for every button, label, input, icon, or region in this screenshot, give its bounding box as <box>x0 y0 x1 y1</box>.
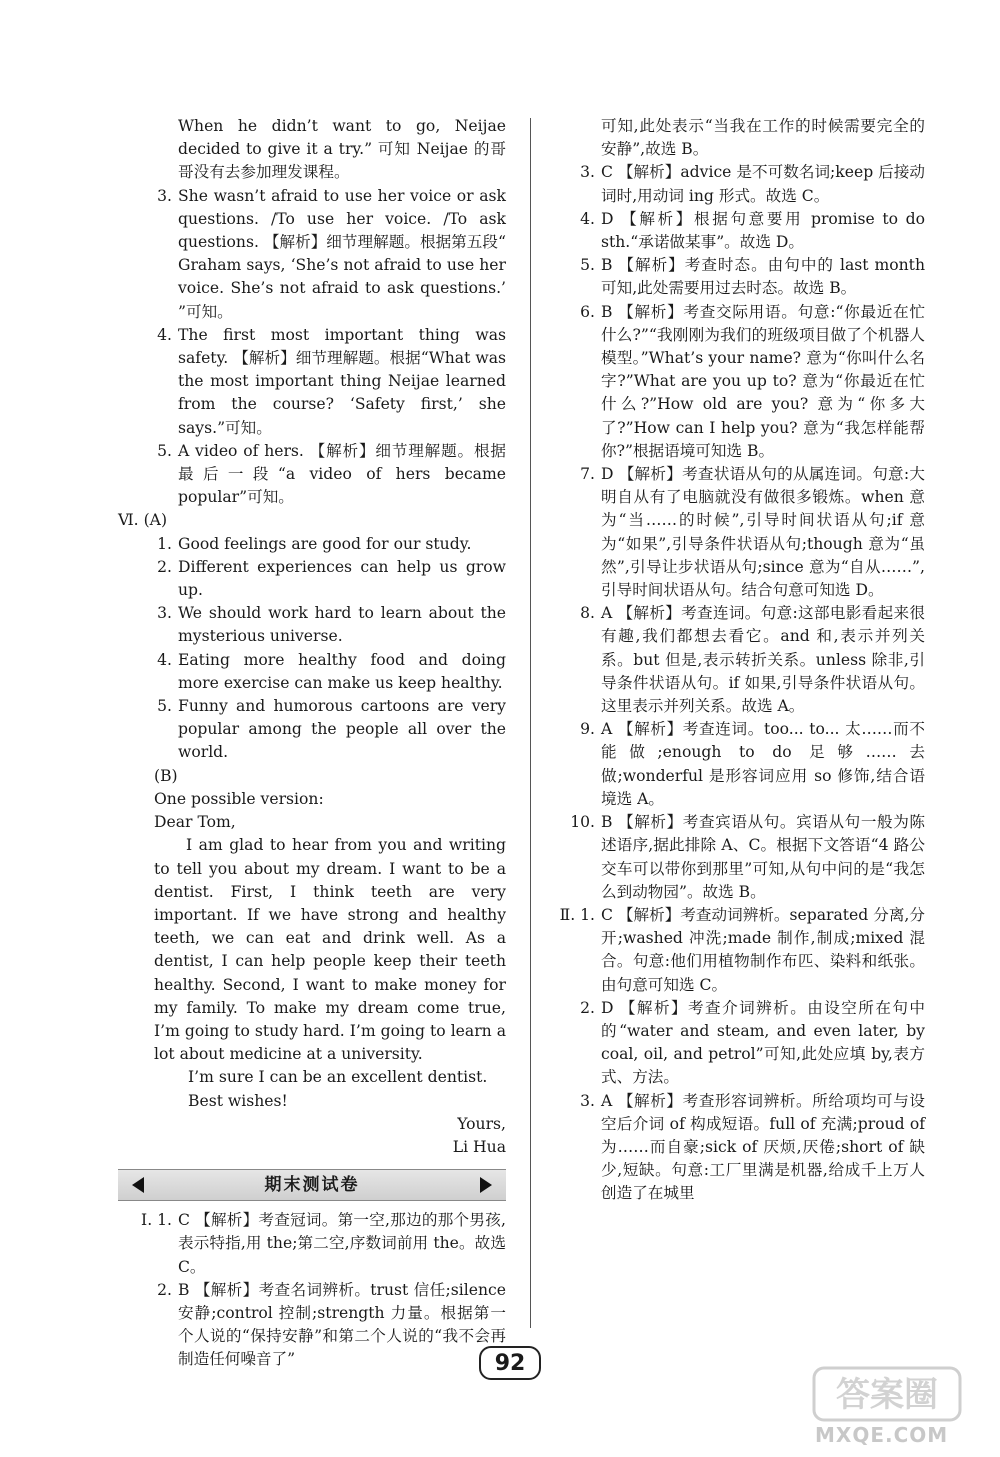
item-text: A video of hers. 【解析】细节理解题。根据最后一段“a video of hers became popular”可知。 <box>178 441 506 507</box>
watermark-logo-text: 答案圈 <box>836 1375 938 1415</box>
letter-closing: I’m sure I can be an excellent dentist. <box>188 1068 488 1087</box>
item-number: 4. <box>157 650 172 669</box>
item-text: Funny and humorous cartoons are very popular among the people all over the world. <box>178 697 506 762</box>
answer-item <box>118 1279 506 1372</box>
item-number: 9. <box>580 720 595 739</box>
item-number: 6. <box>580 302 595 321</box>
item-text: Eating more healthy food and doing more exercise can make us keep healthy. <box>178 650 506 692</box>
item-text: B 【解析】考查交际用语。句意:“你最近在忙什么?”“我刚刚为我们的班级项目做了个机器人模型。”What’s your name? 意为“你叫什么名字?”What are you up to? 意为“你最近在忙什么?”How old are you? 意为“你多大了?”How can I help you? 意为“我怎样能帮你?”根据语境可知选 B。 <box>601 302 925 460</box>
answer-item <box>118 602 506 648</box>
item-text: The first most important thing was safety. 【解析】细节理解题。根据“What was the most important thing Neijae learned from the course? ‘Safety first,’ she says.”可知。 <box>178 325 506 437</box>
version-label: One possible version: <box>154 789 324 808</box>
letter-yours: Yours, <box>457 1114 506 1133</box>
right-column <box>555 115 925 1206</box>
item-text: B 【解析】考查宾语从句。宾语从句一般为陈述语序,据此排除 A、C。根据下文答语“4 路公交车可以带你到那里”可知,从句中问的是“我怎么到动物园”。故选 B。 <box>601 813 925 901</box>
item-number: 10. <box>570 813 595 832</box>
item-number: 3. <box>157 604 172 623</box>
item-text: A 【解析】考查连词。too... to... 太……而不能做;enough to do 足够……去做;wonderful 是形容词应用 so 修饰,结合语境选 A。 <box>601 720 925 808</box>
answer-item <box>118 533 506 556</box>
item-number: 1. <box>157 534 172 553</box>
item-number: 3. <box>580 163 595 182</box>
letter-salutation: Dear Tom, <box>154 813 236 832</box>
item-number: 5. <box>157 697 172 716</box>
answer-item <box>555 161 925 207</box>
item-number: 2. <box>157 1280 172 1299</box>
section-banner <box>118 1169 506 1201</box>
letter-signature: Li Hua <box>452 1137 506 1156</box>
item-text: C 【解析】考查冠词。第一空,那边的那个男孩,表示特指,用 the;第二空,序数词前用 the。故选 C。 <box>178 1211 506 1276</box>
answer-item <box>118 324 506 440</box>
left-column <box>118 115 506 1372</box>
answer-item <box>555 602 925 718</box>
continued-answer: 可知,此处表示“当我在工作的时候需要完全的安静”,故选 B。 <box>601 117 925 159</box>
answer-item <box>555 208 925 254</box>
item-text: D 【解析】根据句意要用 promise to do sth.“承诺做某事”。故选 D。 <box>601 209 925 252</box>
item-number: 5. <box>157 441 172 460</box>
item-text: D 【解析】考查状语从句的从属连词。句意:大明自从有了电脑就没有做很多锻炼。when 意为“当……的时候”,引导时间状语从句;if 意为“如果”,引导条件状语从句;though 意为“虽然”,引导让步状语从句;since 意为“自从……”,引导时间状语从句。结合句意可知选 D。 <box>601 465 925 600</box>
letter-closing: Best wishes! <box>188 1091 288 1110</box>
answer-item <box>555 254 925 300</box>
item-text: Different experiences can help us grow up. <box>178 557 506 600</box>
answer-item <box>118 185 506 324</box>
item-text: A 【解析】考查连词。句意:这部电影看起来很有趣,我们都想去看它。and 和,表示并列关系。but 但是,表示转折关系。unless 除非,引导条件状语从句。if 如果,引导条件状语从句。这里表示并列关系。故选 A。 <box>601 604 925 716</box>
answer-item <box>555 463 925 602</box>
answer-item <box>555 904 925 997</box>
item-text: C 【解析】考查动词辨析。separated 分离,分开;washed 冲洗;made 制作,制成;mixed 混合。句意:他们用植物制作布匹、染料和纸张。由句意可知选 C。 <box>601 905 925 994</box>
item-number: 3. <box>580 1091 595 1110</box>
triangle-left-icon <box>132 1177 144 1193</box>
answer-item <box>118 556 506 602</box>
item-number: 2. <box>580 998 595 1017</box>
watermark-url: MXQE.COM <box>815 1423 949 1447</box>
answer-item <box>118 649 506 695</box>
section-heading: Ⅵ. (A) <box>118 511 168 530</box>
triangle-right-icon <box>480 1177 492 1193</box>
item-number: 2. <box>157 557 172 576</box>
item-text: D 【解析】考查介词辨析。由设空所在句中的“water and steam, and even later, by coal, oil, and petrol”可知,此处应填 by,表方式、方法。 <box>601 998 925 1087</box>
banner-title: 期末测试卷 <box>264 1174 360 1195</box>
watermark-logo-icon <box>812 1362 962 1422</box>
page-number: 92 <box>479 1346 541 1380</box>
answer-item <box>555 718 925 811</box>
answer-item <box>555 1090 925 1206</box>
item-text: She wasn’t afraid to use her voice or ask questions. /To use her voice. /To ask questions. 【解析】细节理解题。根据第五段“ Graham says, ‘She’s not afraid to use her voice. She’s not afraid to ask questions.’ ”可知。 <box>178 186 506 321</box>
item-text: C 【解析】advice 是不可数名词;keep 后接动词时,用动词 ing 形式。故选 C。 <box>601 163 925 205</box>
answer-item <box>555 811 925 904</box>
item-text: We should work hard to learn about the mysterious universe. <box>178 604 506 646</box>
item-text: A 【解析】考查形容词辨析。所给项均可与设空后介词 of 构成短语。full of 充满;proud of 为……而自豪;sick of 厌烦,厌倦;short of 缺少,短缺。句意:工厂里满是机器,给成千上万人创造了在城里 <box>601 1091 925 1203</box>
item-number: 4. <box>157 325 172 344</box>
item-text: Good feelings are good for our study. <box>178 534 472 553</box>
item-number: 3. <box>157 186 172 205</box>
item-number: 8. <box>580 604 595 623</box>
answer-item <box>118 1209 506 1279</box>
answer-item <box>555 301 925 463</box>
letter-body: I am glad to hear from you and writing to tell you about my dream. I want to be a dentist. First, I think teeth are very important. If we have strong and healthy teeth, we can eat and drink well. As a dentist, I can help people keep their teeth healthy. Second, I want to make money for my family. To make my dream come true, I’m going to study hard. I’m going to learn a lot about medicine at a university. <box>154 836 506 1064</box>
item-text: B 【解析】考查名词辨析。trust 信任;silence 安静;control 控制;strength 力量。根据第一个人说的“保持安静”和第二个人说的“我不会再制造任何噪音了” <box>178 1280 506 1369</box>
answer-item <box>118 440 506 510</box>
section-heading: (B) <box>154 766 178 785</box>
column-divider <box>530 118 531 1328</box>
answer-item <box>118 695 506 765</box>
item-number: 4. <box>580 209 595 228</box>
item-text: B 【解析】考查时态。由句中的 last month 可知,此处需要用过去时态。故选 B。 <box>601 256 925 298</box>
answer-item <box>555 997 925 1090</box>
item-number: 5. <box>580 256 595 275</box>
item-number: Ⅰ. 1. <box>141 1211 172 1230</box>
continued-answer: When he didn’t want to go, Neijae decided to give it a try.” 可知 Neijae 的哥哥没有去参加理发课程。 <box>178 117 506 182</box>
item-number: 7. <box>580 465 595 484</box>
item-number: Ⅱ. 1. <box>559 905 595 924</box>
